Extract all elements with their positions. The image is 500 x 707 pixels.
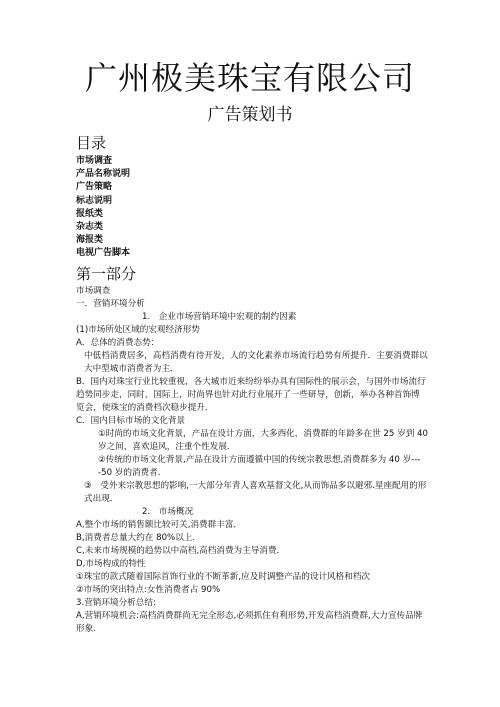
toc-heading: 目录: [76, 134, 107, 152]
table-of-contents: [76, 155, 130, 261]
body-paragraph: ②传统的市场文化背景,产品在设计方面遵循中国的传统宗教思想,消费群多为 40 岁----50 岁的消费者．: [98, 455, 421, 478]
company-title: 广州极美珠宝有限公司: [84, 59, 415, 97]
document-body: [76, 285, 428, 636]
toc-item-tv-script: 电视广告脚本: [76, 248, 131, 259]
body-line: B,消费者总量大约在 80%以上.: [76, 533, 196, 543]
body-line: ①珠宝的款式随着国际首饰行业的不断革新,应及时调整产品的设计风格和档次: [76, 572, 371, 582]
body-line: 2. 市场概况: [142, 507, 194, 517]
body-line: ②市场的突出特点:女性消费者占 90%: [76, 585, 221, 595]
body-line: 市场调查: [76, 286, 111, 296]
body-line: D,市场构成的特性: [76, 559, 146, 569]
body-line: C．国内目标市场的文化背景: [76, 416, 186, 426]
body-paragraph: ③ 受外来宗教思想的影响,一大部分年青人喜欢基督文化,从而饰品多以避邪.星座配用的形式出现．: [84, 481, 427, 504]
toc-item-magazine: 杂志类: [76, 222, 104, 233]
body-line: 3.营销环境分析总结:: [76, 598, 156, 608]
toc-item-market-research: 市场调查: [76, 156, 113, 166]
toc-item-ad-strategy: 广告策略: [76, 182, 113, 193]
body-paragraph: A,营销环境机会:高档消费群尚无完全形态,必须抓住有利形势,开发高档消费群,大力宣传品牌形象.: [76, 611, 423, 634]
body-paragraph: B．国内对珠宝行业比较重视，各大城市近来纷纷举办具有国际性的展示会，与国外市场流行趋势同步走，同时，国际上，时尚界也针对此行业展开了一些研导，创新，举办各种首饰博览会，使珠宝的消费档次稳步提升．: [76, 377, 426, 413]
toc-item-poster: 海报类: [76, 235, 104, 246]
body-line: (1)市场所处区域的宏观经济形势: [76, 325, 200, 335]
document-subtitle: 广告策划书: [207, 105, 293, 125]
body-line: 1. 企业市场营销环境中宏观的制约因素: [142, 312, 297, 322]
body-line: A．总体的消费态势：: [76, 338, 160, 348]
part-heading: 第一部分: [76, 265, 137, 283]
body-paragraph: ①时尚的市场文化背景，产品在设计方面，大多西化，消费群的年龄多在世 25 岁到 40 岁之间，喜欢追风，注重个性发展．: [98, 429, 428, 452]
toc-item-logo: 标志说明: [76, 195, 113, 206]
body-paragraph: 中低档消费居多，高档消费有待开发，人的文化素养市场流行趋势有所提升．主要消费群以大中型城市消费者为主．: [84, 351, 428, 374]
toc-item-product-name: 产品名称说明: [76, 169, 131, 180]
body-line: A,整个市场的销售额比较可关,消费群丰富．: [76, 520, 243, 530]
body-line: 一．营销环境分析: [76, 299, 145, 309]
toc-item-newspaper: 报纸类: [76, 208, 104, 219]
body-line: C,未来市场规模的趋势以中高档,高档消费为主导消费．: [76, 546, 286, 556]
